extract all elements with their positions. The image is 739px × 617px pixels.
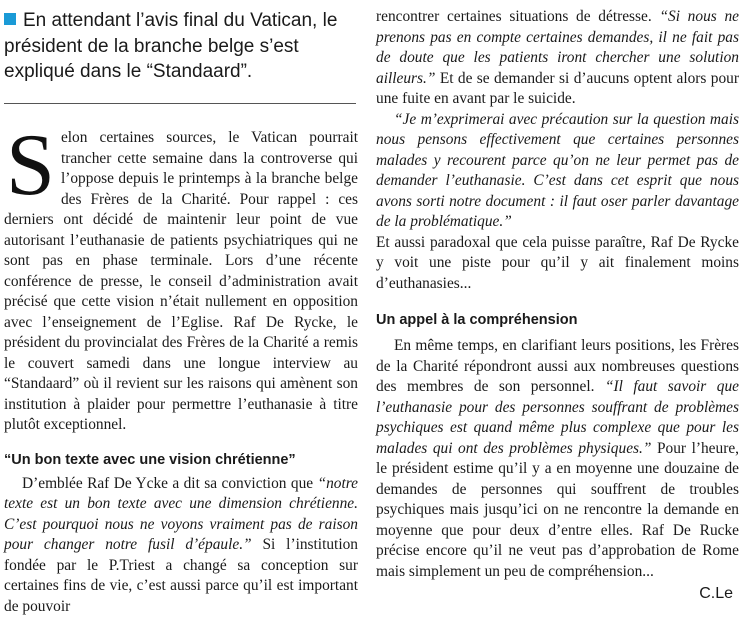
author-byline: C.Le xyxy=(699,585,733,603)
right-column xyxy=(376,7,739,582)
conviction-quote: “notre texte est un bon texte avec une dimension chrétienne. C’est pourquoi nous ne voyons vraiment pas de raison pour changer notre fusil d’épaule.” xyxy=(4,475,358,554)
subheading-vision: “Un bon texte avec une vision chrétienne” xyxy=(0,450,362,470)
conviction-text-a: D’emblée Raf De Ycke a dit sa conviction que xyxy=(22,475,318,492)
article-lead xyxy=(4,8,356,85)
lead-text: En attendant l’avis final du Vatican, le président de la branche belge s’est expliqué dans le “Standaard”. xyxy=(4,10,337,82)
paragraph-conviction xyxy=(0,474,362,617)
paragraph-detresse xyxy=(376,7,739,110)
detresse-text-a: rencontrer certaines situations de détresse. xyxy=(376,8,659,25)
conviction-text-c: Si l’institution fondée par le P.Triest a changé sa conception sur certaines fins de vie, c’est aussi parce qu’il est important de pouvoir xyxy=(4,536,358,615)
clarification-text-c: Pour l’heure, le président estime qu’il y a en moyenne une douzaine de demandes de personnes qui souffrent de troubles psychiques mais jusqu’ici on ne rencontre la demande en moyenne que pour deux d’entre elles. Raf De Rucke précise encore qu’il ne veut pas d’approbation de Rome mais simplement un peu de compréhension... xyxy=(376,440,739,580)
paragraph-precaution: “Je m’exprimerai avec précaution sur la question mais nous pensons effectivement que certaines personnes malades y recourent parce qu’on ne leur permet pas de demander l’euthanasie. C’est dans cet esprit que nous avons sorti notre document : il faut oser parler davantage de la problématique.” xyxy=(376,110,739,233)
paragraph-clarification xyxy=(376,336,739,582)
intro-text: elon certaines sources, le Vatican pourrait trancher cette semaine dans la controverse qui l’oppose depuis le printemps à la branche belge des Frères de la Charité. Pour rappel : ces derniers ont décidé de maintenir leur point de vue autorisant l’euthanasie de patients psychiatriques qui ne sont pas en phase terminale. Lors d’une récente conférence de presse, le conseil d’administration avait précisé que cette vision n’était nullement en opposition avec l’enseignement de l’Eglise. Raf De Rycke, le président du provincialat des Frères de la Charité a remis le couvert samedi dans une longue interview au “Standaard” où il revient sur les raisons qui amènent son institution à plaider pour permettre l’euthanasie à titre plutôt exceptionnel. xyxy=(4,128,358,436)
paragraph-paradoxal: Et aussi paradoxal que cela puisse paraître, Raf De Rycke y voit une piste pour qu’il y ait finalement moins d’euthanasies... xyxy=(376,233,739,295)
left-column xyxy=(0,128,362,617)
clarification-quote: “Il faut savoir que l’euthanasie pour des personnes souffrant de problèmes psychiques est quand même plus complexe que pour les malades qui ont des problèmes physiques.” xyxy=(376,378,739,457)
paragraph-intro xyxy=(0,128,362,436)
drop-cap: S xyxy=(6,134,55,198)
lead-divider xyxy=(4,103,356,104)
subheading-appel: Un appel à la compréhension xyxy=(376,310,739,330)
accent-square-icon xyxy=(4,13,16,25)
detresse-text-c: Et de se demander si d’aucuns optent alors pour une fuite en avant par le suicide. xyxy=(376,70,739,108)
clarification-text-a: En même temps, en clarifiant leurs positions, les Frères de la Charité répondront aussi aux nombreuses questions des membres de son personnel. xyxy=(376,337,739,395)
detresse-quote: “Si nous ne prenons pas en compte certaines demandes, il ne fait pas de doute que les patients iront chercher une solution ailleurs.” xyxy=(376,8,739,87)
